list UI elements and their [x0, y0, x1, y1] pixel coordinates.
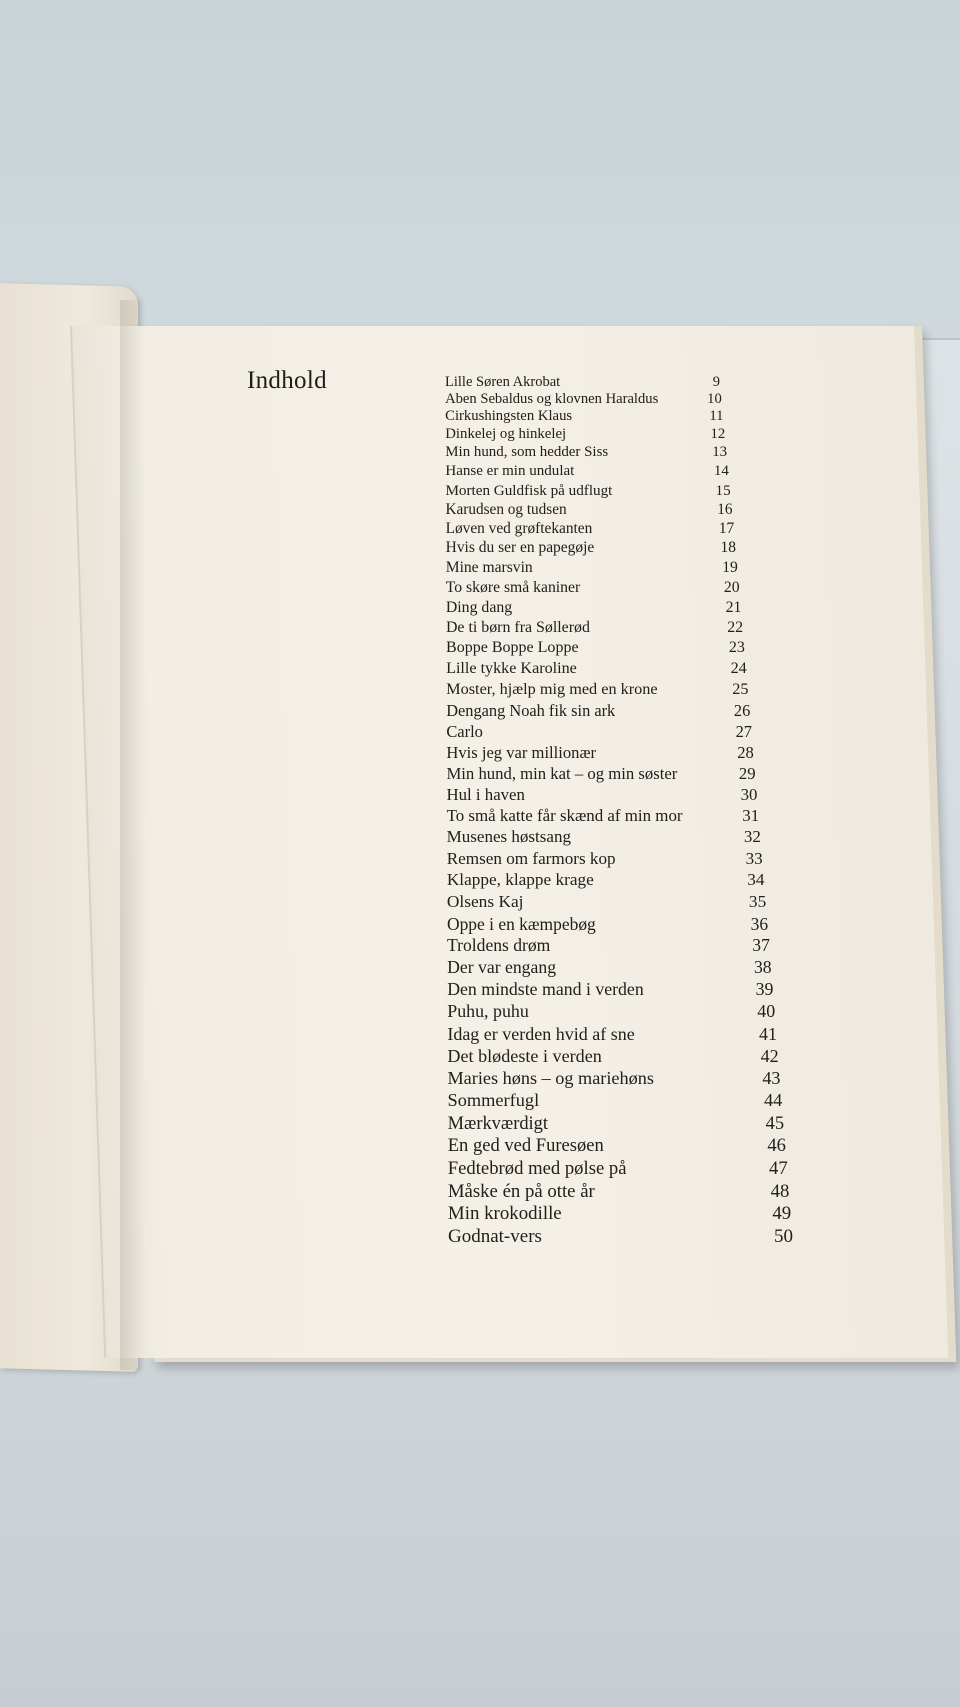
toc-entry-page-number: 21: [725, 598, 742, 616]
toc-entry: [445, 426, 725, 443]
toc-entry-page-number: 29: [738, 763, 756, 783]
toc-entry-page-number: 24: [730, 659, 747, 677]
toc-entry-page-number: 46: [767, 1135, 786, 1157]
toc-entry-title: De ti børn fra Søllerød: [445, 619, 590, 637]
toc-entry-title: Troldens drøm: [447, 935, 551, 956]
toc-entry-title: Løven ved grøftekanten: [445, 519, 593, 537]
toc-entry-page-number: 18: [720, 539, 737, 557]
toc-entry: [446, 639, 745, 657]
toc-entry: [446, 660, 747, 678]
toc-entry-title: Remsen om farmors kop: [446, 848, 616, 868]
toc-entry-title: Moster, hjælp mig med en krone: [446, 680, 658, 699]
toc-entry: [448, 1135, 786, 1157]
toc-entry-title: Hanse er min undulat: [445, 462, 575, 479]
toc-entry-page-number: 23: [728, 639, 745, 657]
toc-entry-page-number: 16: [717, 500, 733, 518]
toc-entry: [446, 579, 740, 597]
toc-entry-page-number: 14: [713, 462, 729, 479]
toc-entry-title: Hvis jeg var millionær: [446, 742, 597, 762]
toc-entry-page-number: 41: [758, 1023, 777, 1044]
toc-entry-title: Carlo: [446, 721, 483, 741]
toc-entry: [448, 1226, 793, 1248]
toc-entry-page-number: 11: [709, 407, 724, 424]
toc-entry: [445, 482, 730, 500]
toc-entry-page-number: 38: [753, 957, 772, 978]
toc-entry-title: Min krokodille: [447, 1203, 562, 1225]
toc-entry-title: Maries høns – og mariehøns: [447, 1067, 654, 1088]
toc-entry-page-number: 13: [712, 444, 728, 461]
toc-entry-title: Den mindste mand i verden: [447, 979, 644, 1000]
toc-entry-title: Godnat-vers: [448, 1226, 542, 1247]
toc-entry-page-number: 28: [737, 742, 754, 762]
toc-entry-page-number: 30: [740, 784, 758, 804]
toc-entry-page-number: 31: [742, 806, 760, 826]
toc-entry-title: Lille tykke Karoline: [446, 659, 577, 677]
toc-entry: [447, 827, 761, 847]
toc-entry: [446, 559, 738, 577]
toc-entry-title: Oppe i en kæmpebøg: [446, 913, 596, 934]
toc-entry-title: Det blødeste i verden: [447, 1045, 602, 1066]
toc-entry: [445, 374, 720, 391]
toc-entry-page-number: 12: [710, 425, 726, 442]
toc-entry: [448, 1181, 790, 1203]
toc-entry-title: Min hund, min kat – og min søster: [446, 763, 678, 783]
toc-entry: [447, 1068, 780, 1089]
toc-entry-title: Cirkushingsten Klaus: [445, 407, 573, 424]
toc-entry-title: Fedtebrød med pølse på: [447, 1157, 627, 1179]
toc-entry: [446, 599, 741, 617]
toc-entry: [447, 806, 760, 826]
toc-entry-title: Sommerfugl: [447, 1090, 540, 1111]
toc-entry: [447, 870, 765, 890]
toc-entry-title: Mine marsvin: [445, 559, 533, 577]
toc-entry-page-number: 34: [747, 870, 765, 890]
toc-entry-page-number: 33: [745, 848, 763, 868]
toc-entry-title: Ding dang: [445, 598, 513, 616]
toc-entry: [446, 619, 743, 637]
toc-entry-title: Musenes høstsang: [446, 827, 571, 847]
toc-entry-page-number: 42: [760, 1045, 779, 1066]
toc-entry-title: Idag er verden hvid af sne: [447, 1023, 635, 1044]
toc-entry: [447, 892, 766, 912]
toc-entry-page-number: 45: [765, 1112, 785, 1133]
toc-entry-page-number: 26: [733, 701, 751, 721]
toc-entry-page-number: 50: [774, 1226, 793, 1247]
toc-entry-page-number: 27: [735, 721, 753, 741]
toc-entry-page-number: 35: [748, 891, 767, 911]
toc-entry-page-number: 32: [743, 827, 761, 847]
toc-entry-page-number: 47: [768, 1157, 788, 1179]
toc-entry: [446, 520, 735, 538]
toc-entry-page-number: 40: [757, 1001, 776, 1022]
toc-entry-title: Dinkelej og hinkelej: [445, 425, 567, 442]
toc-entry-page-number: 20: [723, 578, 740, 596]
toc-entry: [446, 701, 750, 721]
toc-entry-page-number: 17: [718, 519, 735, 537]
toc-entry: [446, 743, 753, 763]
toc-entry-title: Olsens Kaj: [446, 891, 524, 911]
contents-heading: Indhold: [247, 367, 327, 394]
toc-entry-page-number: 44: [763, 1090, 783, 1111]
toc-entry-title: Puhu, puhu: [447, 1001, 529, 1022]
toc-entry: [447, 849, 763, 869]
toc-entry-title: Hvis du ser en papegøje: [445, 539, 595, 557]
toc-entry: [447, 1046, 778, 1067]
toc-entry-title: Der var engang: [447, 957, 557, 978]
toc-entry-page-number: 49: [772, 1203, 792, 1225]
toc-entry-title: Hul i haven: [446, 784, 525, 804]
toc-entry-title: Aben Sebaldus og klovnen Haraldus: [445, 390, 659, 407]
toc-entry-title: Min hund, som hedder Siss: [445, 444, 609, 461]
toc-entry: [447, 785, 758, 805]
toc-entry-page-number: 43: [762, 1067, 781, 1088]
toc-entry: [446, 539, 736, 557]
toc-entry-page-number: 48: [770, 1180, 790, 1202]
toc-entry-title: To skøre små kaniner: [445, 578, 581, 596]
toc-entry: [446, 680, 748, 699]
toc-entry-page-number: 25: [732, 680, 749, 699]
toc-entry: [448, 1158, 788, 1180]
toc-entry: [447, 979, 773, 1000]
toc-entry: [446, 501, 733, 519]
toc-entry-title: Boppe Boppe Loppe: [446, 639, 579, 657]
toc-entry-title: Lille Søren Akrobat: [445, 374, 561, 390]
toc-entry-title: Mærkværdigt: [447, 1112, 549, 1133]
toc-entry: [446, 722, 752, 742]
toc-entry: [445, 408, 723, 425]
toc-entry-page-number: 10: [707, 390, 722, 407]
toc-entry: [448, 1090, 783, 1111]
toc-entry-title: Morten Guldfisk på udflugt: [445, 481, 613, 499]
toc-entry-page-number: 39: [755, 979, 774, 1000]
toc-entry-page-number: 15: [715, 481, 731, 499]
toc-entry-title: To små katte får skænd af min mor: [446, 806, 683, 826]
toc-entry: [447, 935, 770, 956]
toc-entry: [445, 463, 729, 480]
toc-entry: [447, 1024, 777, 1045]
toc-entry-page-number: 22: [727, 619, 744, 637]
toc-entry: [446, 764, 755, 784]
toc-entry-title: Klappe, klappe krage: [446, 870, 594, 890]
toc-entry: [445, 391, 722, 408]
toc-entry-title: Dengang Noah fik sin ark: [446, 701, 616, 721]
toc-entry-title: Måske én på otte år: [447, 1180, 595, 1202]
toc-entry-page-number: 36: [750, 913, 769, 934]
toc-entry: [445, 444, 727, 461]
toc-entry: [448, 1113, 784, 1134]
toc-entry-page-number: 19: [722, 559, 738, 577]
toc-entry: [447, 914, 768, 935]
toc-entry: [448, 1203, 791, 1225]
toc-entry-title: En ged ved Furesøen: [447, 1135, 604, 1157]
toc-entry-title: Karudsen og tudsen: [445, 500, 567, 518]
toc-entry-page-number: 9: [712, 374, 720, 390]
toc-entry-page-number: 37: [752, 935, 770, 956]
toc-entry: [447, 1001, 775, 1022]
toc-entry: [447, 957, 772, 978]
